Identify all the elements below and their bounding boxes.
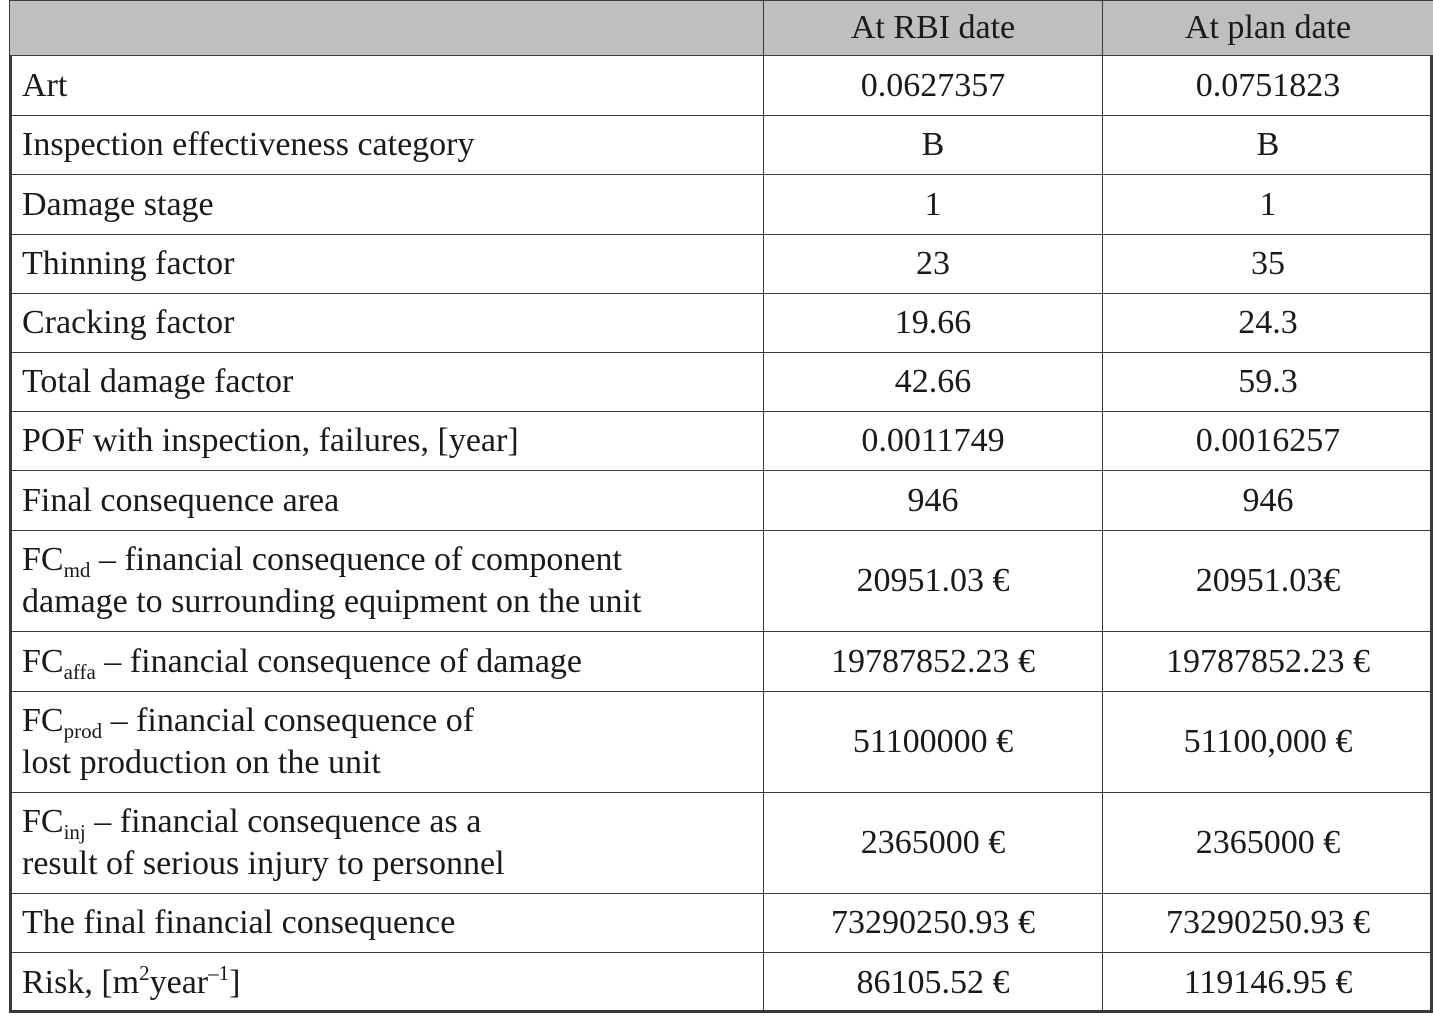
table-row: [10, 471, 1433, 531]
row-label-line2: result of serious injury to personnel: [22, 845, 505, 882]
value-rbi: 42.66: [764, 353, 1103, 412]
row-label-line1: – financial consequence of damage: [95, 642, 583, 680]
row-label: Art: [10, 56, 764, 116]
table-row: [10, 953, 1433, 1013]
table-row: [10, 412, 1433, 471]
value-plan: 19787852.23 €: [1103, 632, 1433, 692]
table-row: [10, 531, 1433, 632]
value-rbi: 86105.52 €: [764, 953, 1103, 1013]
header-blank-cell: [10, 1, 764, 56]
value-plan: 35: [1103, 235, 1433, 294]
row-label: Inspection effectiveness category: [10, 116, 764, 175]
value-rbi: 73290250.93 €: [764, 894, 1103, 953]
table-row: [10, 692, 1433, 793]
risk-label-a: Risk, [m: [22, 963, 140, 1001]
row-label: Damage stage: [10, 175, 764, 235]
row-label-line1: – financial consequence of: [102, 702, 475, 739]
row-label: Final consequence area: [10, 471, 764, 531]
table-row: [10, 56, 1433, 116]
table-row: [10, 175, 1433, 235]
fc-prefix: FC: [22, 541, 64, 578]
table-row: [10, 353, 1433, 412]
row-label: Thinning factor: [10, 235, 764, 294]
table-row: [10, 235, 1433, 294]
value-plan: 59.3: [1103, 353, 1433, 412]
table-row: [10, 894, 1433, 953]
table-row: [10, 632, 1433, 692]
header-at-rbi-date: At RBI date: [764, 1, 1103, 56]
row-label-line2: lost production on the unit: [22, 744, 381, 781]
value-rbi: 19787852.23 €: [764, 632, 1103, 692]
value-rbi: 23: [764, 235, 1103, 294]
fc-prefix: FC: [22, 803, 64, 840]
value-plan: 0.0751823: [1103, 56, 1433, 116]
value-plan: B: [1103, 116, 1433, 175]
fc-subscript: inj: [63, 820, 86, 844]
value-plan: 2365000 €: [1103, 793, 1433, 894]
rbi-results-table: [9, 0, 1433, 1013]
row-label: [10, 953, 764, 1013]
fc-prefix: FC: [22, 642, 64, 680]
value-plan: 20951.03€: [1103, 531, 1433, 632]
risk-label-c: ]: [229, 963, 241, 1001]
row-label-line2: damage to surrounding equipment on the unit: [22, 583, 642, 620]
fc-prefix: FC: [22, 702, 64, 739]
value-plan: 24.3: [1103, 294, 1433, 353]
value-rbi: 20951.03 €: [764, 531, 1103, 632]
row-label: Cracking factor: [10, 294, 764, 353]
value-plan: 73290250.93 €: [1103, 894, 1433, 953]
value-plan: 1: [1103, 175, 1433, 235]
value-rbi: 0.0627357: [764, 56, 1103, 116]
table-row: [10, 116, 1433, 175]
value-rbi: B: [764, 116, 1103, 175]
row-label: [10, 632, 764, 692]
fc-subscript: prod: [63, 719, 103, 743]
fc-subscript: affa: [63, 659, 96, 684]
risk-label-b: year: [149, 963, 209, 1001]
fc-subscript: md: [63, 558, 91, 582]
value-plan: 51100,000 €: [1103, 692, 1433, 793]
value-plan: 946: [1103, 471, 1433, 531]
row-label: POF with inspection, failures, [year]: [10, 412, 764, 471]
value-plan: 119146.95 €: [1103, 953, 1433, 1013]
row-label-line1: – financial consequence as a: [85, 803, 482, 840]
value-rbi: 946: [764, 471, 1103, 531]
value-rbi: 51100000 €: [764, 692, 1103, 793]
row-label: Total damage factor: [10, 353, 764, 412]
table-row: [10, 294, 1433, 353]
value-rbi: 1: [764, 175, 1103, 235]
row-label: [10, 531, 764, 632]
row-label-line1: – financial consequence of component: [90, 541, 622, 578]
header-row: [10, 1, 1433, 56]
value-rbi: 19.66: [764, 294, 1103, 353]
value-rbi: 0.0011749: [764, 412, 1103, 471]
header-at-plan-date: At plan date: [1103, 1, 1433, 56]
value-rbi: 2365000 €: [764, 793, 1103, 894]
risk-sup-2: –1: [208, 960, 230, 985]
risk-sup-1: 2: [139, 960, 150, 985]
table-row: [10, 793, 1433, 894]
value-plan: 0.0016257: [1103, 412, 1433, 471]
row-label: [10, 793, 764, 894]
row-label: The final financial consequence: [10, 894, 764, 953]
row-label: [10, 692, 764, 793]
